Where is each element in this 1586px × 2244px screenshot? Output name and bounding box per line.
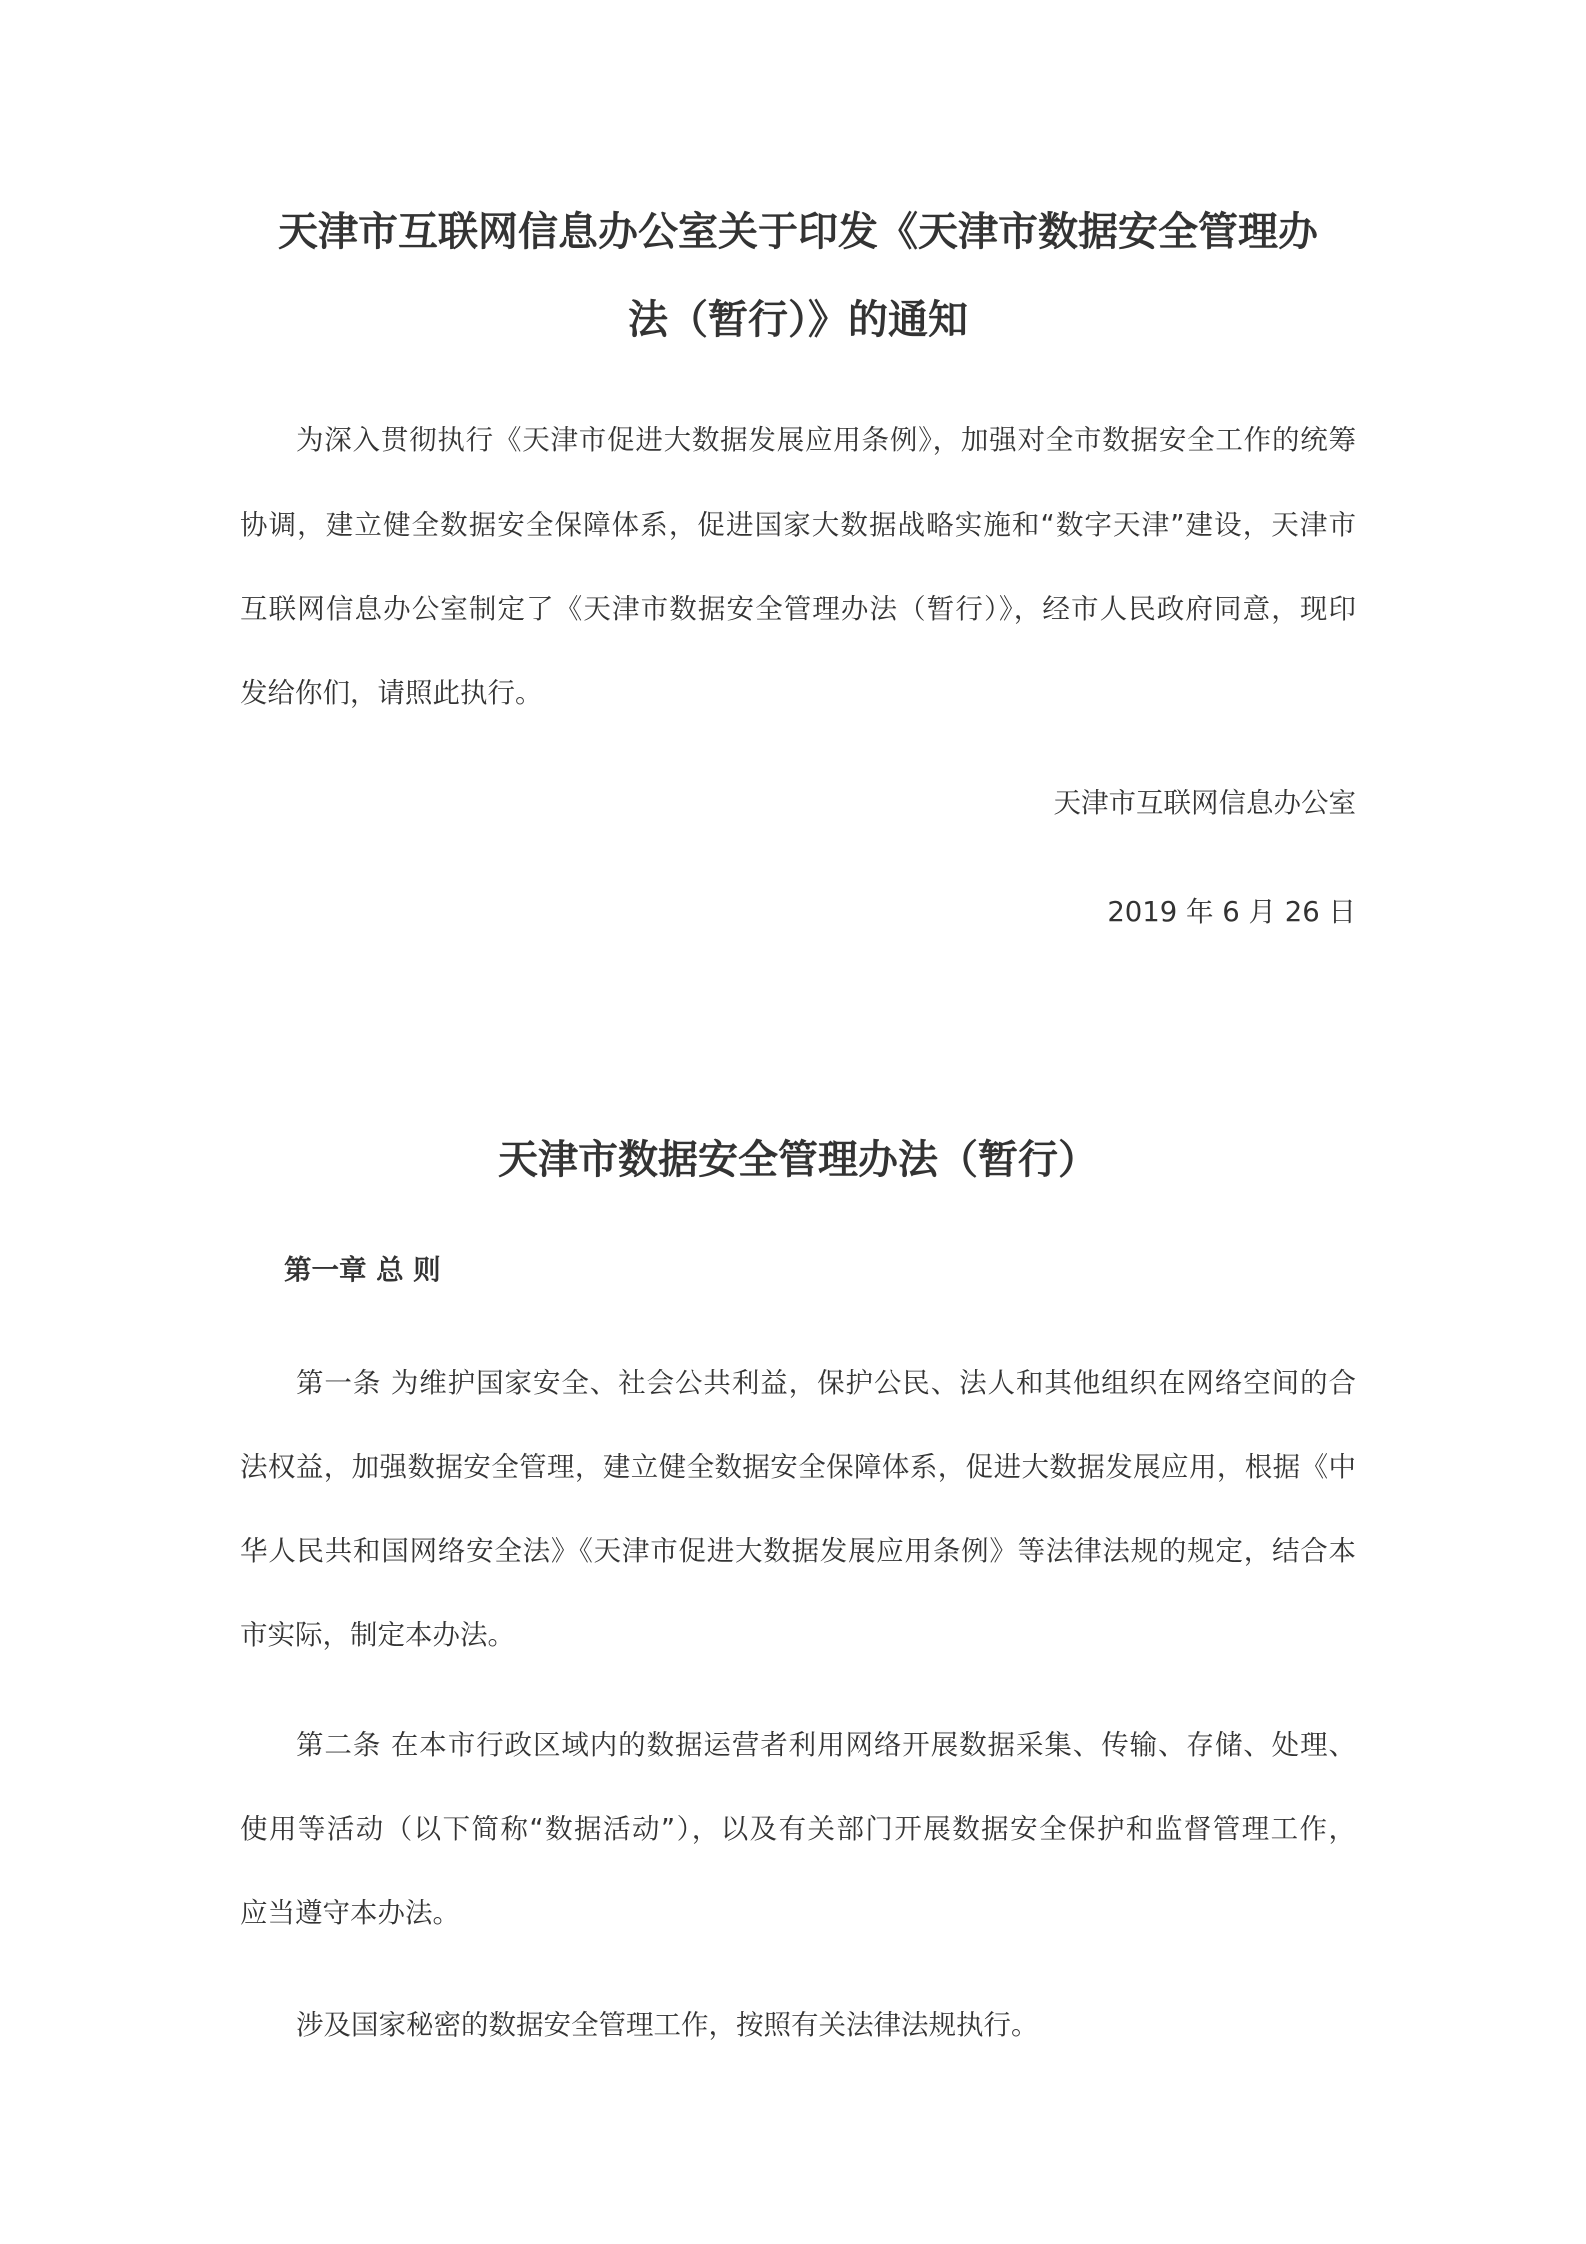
issuer-signature: 天津市互联网信息办公室 — [1053, 787, 1356, 819]
article-1-line: 第一条 为维护国家安全、社会公共利益，保护公民、法人和其他组织在网络空间的合 — [296, 1367, 1356, 1399]
notice-body-line: 发给你们，请照此执行。 — [240, 677, 543, 709]
article-2-extra-paragraph: 涉及国家秘密的数据安全管理工作，按照有关法律法规执行。 — [296, 2009, 1039, 2041]
article-1-line: 市实际，制定本办法。 — [240, 1619, 515, 1651]
article-2-line: 第二条 在本市行政区域内的数据运营者利用网络开展数据采集、传输、存储、处理、 — [296, 1729, 1356, 1761]
measures-title: 天津市数据安全管理办法（暂行） — [498, 1137, 1098, 1183]
notice-body-line: 互联网信息办公室制定了《天津市数据安全管理办法（暂行）》，经市人民政府同意，现印 — [240, 593, 1356, 625]
article-2-line: 使用等活动（以下简称“数据活动”），以及有关部门开展数据安全保护和监督管理工作， — [240, 1813, 1356, 1845]
notice-title-line-2: 法（暂行）》的通知 — [628, 297, 968, 343]
notice-title-line-1: 天津市互联网信息办公室关于印发《天津市数据安全管理办 — [278, 209, 1318, 255]
article-2-line: 应当遵守本办法。 — [240, 1897, 460, 1929]
notice-body-line: 为深入贯彻执行《天津市促进大数据发展应用条例》，加强对全市数据安全工作的统筹 — [296, 424, 1356, 456]
issue-date: 2019 年 6 月 26 日 — [1107, 896, 1356, 928]
article-1-line: 华人民共和国网络安全法》《天津市促进大数据发展应用条例》等法律法规的规定，结合本 — [240, 1535, 1356, 1567]
article-1-line: 法权益，加强数据安全管理，建立健全数据安全保障体系，促进大数据发展应用，根据《中 — [240, 1451, 1356, 1483]
notice-body-line: 协调，建立健全数据安全保障体系，促进国家大数据战略实施和“数字天津”建设，天津市 — [240, 509, 1356, 541]
chapter-heading: 第一章 总 则 — [284, 1254, 441, 1286]
